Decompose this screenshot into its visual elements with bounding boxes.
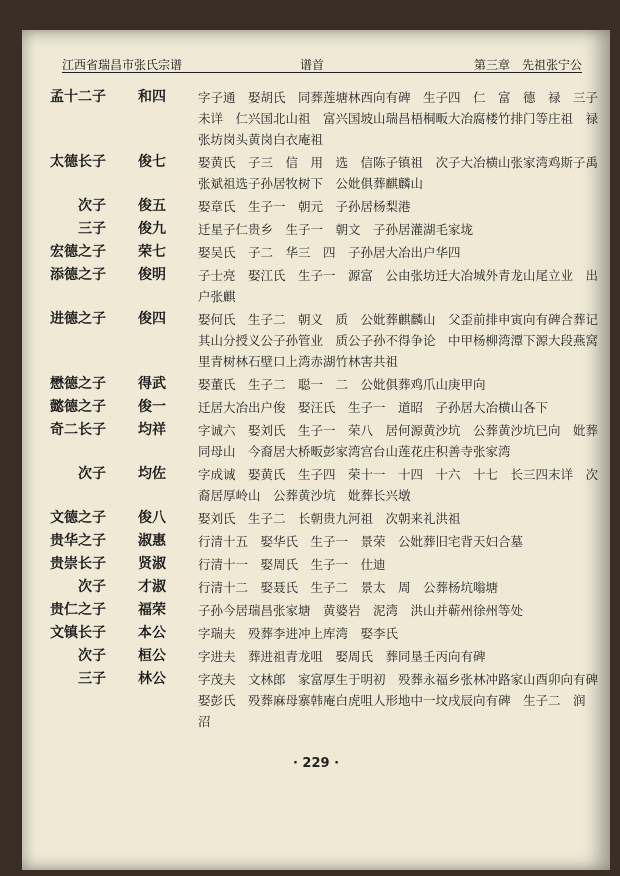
entry-relation: 三子 [78,221,106,237]
entry-name: 俊五 [138,198,166,214]
entry-name: 贤淑 [138,556,166,572]
entry-row [50,576,598,598]
entry-relation: 贵崇长子 [50,556,106,572]
entry-row [50,195,598,217]
entry-row [50,218,598,240]
header-section: 谱首 [300,58,325,72]
entry-name: 俊一 [138,399,166,415]
entry-description: 行清十一 娶周氏 生子一 仕迪 [198,557,386,572]
entry-row [50,151,598,194]
entry-name: 福荣 [138,602,166,618]
entry-row [50,419,598,462]
running-header [62,52,582,73]
entry-relation: 三子 [78,671,106,687]
entry-description: 迁居大冶出户俊 娶汪氏 生子一 道昭 子孙居大冶横山各下 [198,400,549,415]
entry-row [50,373,598,395]
entry-description: 迁星子仁贵乡 生子一 朝文 子孙居灌湖毛家垅 [198,222,474,237]
entry-description: 娶董氏 生子二 聪一 二 公妣俱葬鸡爪山庚甲向 [198,377,486,392]
entry-row [50,599,598,621]
entry-name: 桓公 [138,648,166,664]
entry-row [50,396,598,418]
entry-description: 娶何氏 生子二 朝义 质 公妣葬麒麟山 父歪前排申寅向有碑合葬记 其山分授义公子孙管业 质公子孙不得争论 中甲杨柳湾潭下源大段燕窝里青树林石壁口上湾赤湖竹林害共祖 [198,312,611,369]
entry-name: 和四 [138,89,166,105]
entry-description: 娶吴氏 子二 华三 四 子孙居大冶出户华四 [198,245,461,260]
entry-name: 才淑 [138,579,166,595]
entry-row [50,463,598,506]
entry-row [50,530,598,552]
entry-relation: 添德之子 [50,267,106,283]
entry-description: 字进夫 葬进祖青龙咀 娶周氏 葬同垦壬丙向有碑 [198,649,486,664]
entry-relation: 太德长子 [50,154,106,170]
entry-relation: 宏德之子 [50,244,106,260]
entry-row [50,553,598,575]
entry-relation: 孟十二子 [50,89,106,105]
entry-name: 俊七 [138,154,166,170]
entry-description: 字茂夫 文林郎 家富厚生于明初 殁葬永福乡张林冲路家山酉卯向有碑 娶彭氏 殁葬麻母寨韩庵白虎咀人形地中一坟戌辰向有碑 生子二 润 沼 [198,672,611,729]
entry-description: 字瑞夫 殁葬李进冲上库湾 娶李氏 [198,626,399,641]
header-book-title: 江西省瑞昌市张氏宗谱 [62,58,183,72]
entry-name: 荣七 [138,244,166,260]
entry-row [50,241,598,263]
entry-name: 均佐 [138,466,166,482]
entry-relation: 文镇长子 [50,625,106,641]
entry-description: 娶黄氏 子三 信 用 选 信陈子镇祖 次子大冶横山张家湾鸡斯子禹张斌祖选子孙居牧树下 公妣俱葬麒麟山 [198,155,599,191]
entry-relation: 进德之子 [50,311,106,327]
entry-row [50,507,598,529]
entry-name: 俊明 [138,267,166,283]
entry-description: 娶章氏 生子一 朝元 子孙居杨梨港 [198,199,411,214]
genealogy-entries [50,86,611,733]
header-chapter: 第三章 先祖张宁公 [473,58,582,72]
entry-row [50,622,598,644]
page-number: · 229 · [292,756,340,771]
entry-relation: 贵华之子 [50,533,106,549]
entry-relation: 次子 [78,466,106,482]
entry-name: 淑惠 [138,533,166,549]
entry-relation: 懋德之子 [50,376,106,392]
entry-name: 俊四 [138,311,166,327]
entry-name: 本公 [138,625,166,641]
entry-relation: 奇二长子 [50,422,106,438]
entry-description: 子士亮 娶江氏 生子一 源富 公由张坊迁大冶城外青龙山尾立业 出户张麒 [198,268,599,304]
entry-description: 字成诚 娶黄氏 生子四 荣十一 十四 十六 十七 长三四末详 次裔居厚岭山 公葬黄沙坑 妣葬长兴墩 [198,467,599,503]
entry-description: 行清十五 娶华氏 生子一 景荣 公妣葬旧宅背天妇合墓 [198,534,524,549]
entry-name: 林公 [138,671,166,687]
entry-name: 均祥 [138,422,166,438]
entry-row [50,264,598,307]
entry-row [50,645,598,667]
entry-description: 字诚六 娶刘氏 生子一 荣八 居何源黄沙坑 公葬黄沙坑巳向 妣葬同母山 今裔居大桥畈彭家湾宫台山莲花庄积善寺张家湾 [198,423,599,459]
book-page [22,30,610,870]
entry-description: 字子通 娶胡氏 同葬莲塘林西向有碑 生子四 仁 富 德 禄 三子未详 仁兴国北山祖 富兴国坡山瑞昌梧桐畈大冶腐楼竹排门等庄祖 禄张坊岗头黄岗白衣庵祖 [198,90,599,147]
entry-row [50,86,598,150]
entry-relation: 次子 [78,579,106,595]
entry-description: 娶刘氏 生子二 长朝贵九河祖 次朝来礼洪祖 [198,511,461,526]
entry-relation: 文德之子 [50,510,106,526]
entry-row [50,668,611,732]
entry-name: 得武 [138,376,166,392]
entry-relation: 懿德之子 [50,399,106,415]
entry-name: 俊八 [138,510,166,526]
entry-name: 俊九 [138,221,166,237]
entry-relation: 次子 [78,198,106,214]
entry-row [50,308,611,372]
entry-relation: 贵仁之子 [50,602,106,618]
entry-relation: 次子 [78,648,106,664]
entry-description: 行清十二 娶聂氏 生子二 景太 周 公葬杨坑嗡塘 [198,580,499,595]
entry-description: 子孙今居瑞昌张家塘 黄婆岩 泥湾 洪山并蕲州徐州等处 [198,603,524,618]
